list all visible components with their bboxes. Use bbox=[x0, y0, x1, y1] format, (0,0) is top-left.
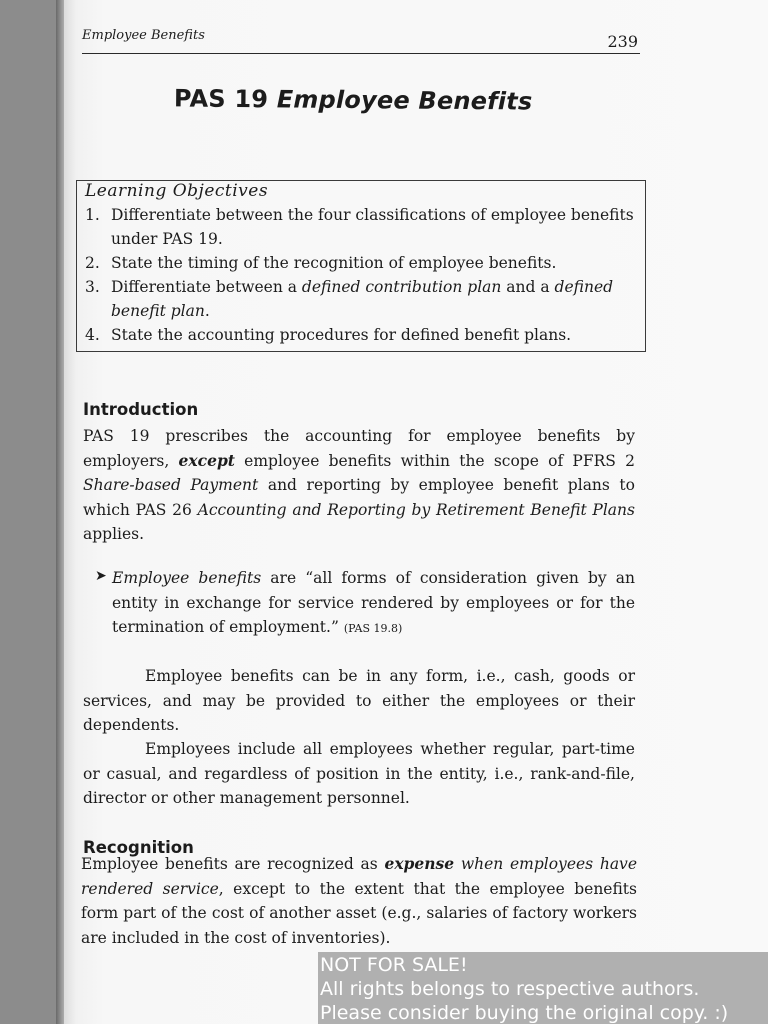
recognition-emphasis: expense bbox=[384, 854, 455, 873]
objective-text-part: Differentiate between a bbox=[111, 278, 302, 296]
objective-text bbox=[111, 275, 635, 323]
intro-text: applies. bbox=[83, 525, 145, 543]
objective-term-dc-plan: defined contribution plan bbox=[301, 278, 502, 296]
arrow-bullet-icon: ➤ bbox=[95, 568, 107, 584]
objective-item bbox=[85, 251, 635, 275]
objective-text: State the timing of the recognition of employee benefits. bbox=[111, 254, 557, 272]
forms-paragraph: Employee benefits can be in any form, i.e., cash, goods or services, and may be provided to either the employees or their dependents. bbox=[83, 667, 635, 734]
watermark-line: All rights belongs to respective authors. bbox=[320, 978, 700, 1000]
watermark-line: NOT FOR SALE! bbox=[320, 954, 468, 976]
intro-standard-title: Share-based Payment bbox=[83, 476, 259, 494]
chapter-title-main: PAS 19 bbox=[173, 84, 277, 114]
definition-bullet bbox=[112, 566, 635, 642]
objective-term-db-plan: defined benefit plan bbox=[111, 278, 614, 320]
introduction-paragraph bbox=[83, 424, 635, 547]
book-page bbox=[64, 0, 768, 1024]
objective-text: Differentiate between the four classifications of employee benefits under PAS 19. bbox=[111, 206, 634, 248]
intro-emphasis: except bbox=[178, 450, 235, 470]
objective-text-part: and a bbox=[501, 278, 555, 296]
intro-text: PAS 19 prescribes the accounting for employee benefits by employers, bbox=[83, 427, 635, 470]
recognition-heading: Recognition bbox=[83, 838, 194, 857]
chapter-title bbox=[174, 84, 533, 115]
intro-standard-title: Accounting and Reporting by Retirement Benefit Plans bbox=[197, 500, 635, 519]
watermark-line: Please consider buying the original copy. :) bbox=[320, 1002, 729, 1024]
objective-number: 4. bbox=[85, 326, 100, 344]
page-number: 239 bbox=[607, 32, 638, 51]
objective-number: 1. bbox=[85, 206, 100, 224]
employees-paragraph: Employees include all employees whether regular, part-time or casual, and regardless of position in the entity, i.e., rank-and-file, director or other management personnel. bbox=[83, 740, 635, 807]
objective-text-part: . bbox=[204, 302, 210, 320]
learning-objectives-list bbox=[85, 203, 635, 347]
objective-item bbox=[85, 323, 635, 347]
defined-term: Employee benefits bbox=[112, 569, 262, 587]
objective-number: 3. bbox=[85, 278, 100, 296]
recognition-text: , except to the extent that the employee benefits form part of the cost of another asset (e.g., salaries of factory workers are included in the cost of inventories). bbox=[81, 879, 637, 947]
recognition-text: Employee benefits are recognized as bbox=[81, 855, 385, 873]
objective-text: State the accounting procedures for defined benefit plans. bbox=[111, 326, 572, 344]
introduction-heading: Introduction bbox=[83, 400, 199, 419]
recognition-paragraph bbox=[81, 852, 637, 950]
learning-objectives-heading: Learning Objectives bbox=[85, 181, 269, 201]
intro-text: and reporting by employee benefit plans to which PAS 26 bbox=[83, 476, 635, 519]
recognition-italic: when employees have rendered service bbox=[81, 855, 637, 898]
learning-objectives-box bbox=[76, 180, 646, 352]
running-header bbox=[82, 24, 640, 54]
objective-item bbox=[85, 275, 635, 323]
definition-text: are “all forms of consideration given by an entity in exchange for service rendered by employees or for the termination of employment.” bbox=[112, 569, 635, 636]
objective-number: 2. bbox=[85, 254, 100, 272]
standard-reference: (PAS 19.8) bbox=[343, 622, 403, 635]
objective-item bbox=[85, 203, 635, 251]
watermark-overlay bbox=[318, 952, 768, 1024]
intro-text: employee benefits within the scope of PFRS 2 bbox=[234, 451, 635, 470]
chapter-title-italic: Employee Benefits bbox=[276, 85, 533, 116]
running-header-title: Employee Benefits bbox=[82, 28, 205, 43]
